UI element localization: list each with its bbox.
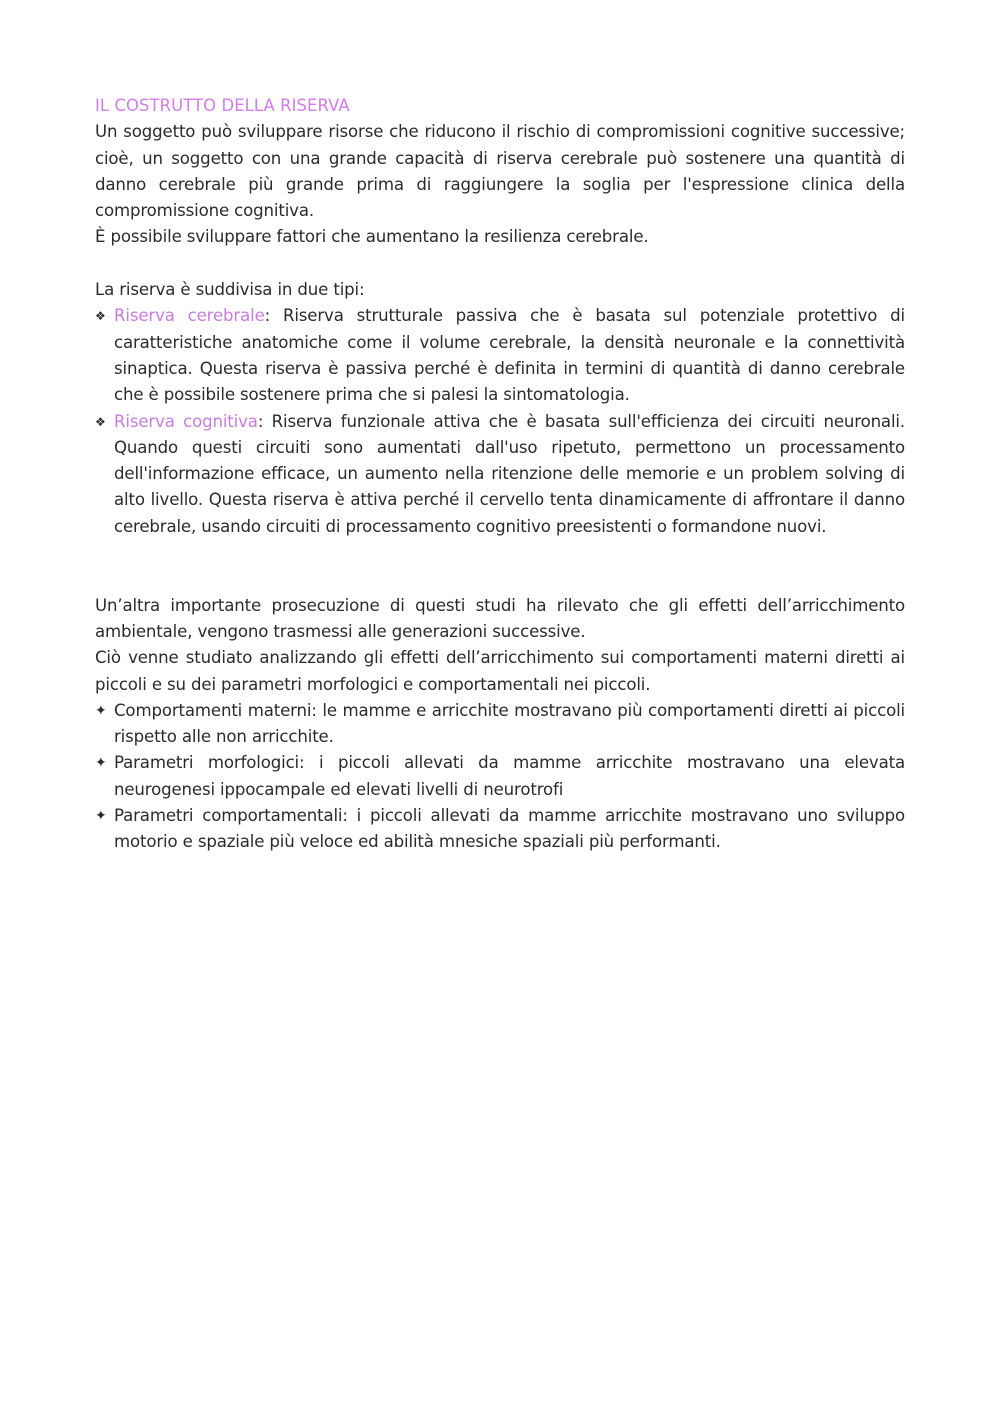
list-item-brain-reserve: [95, 303, 905, 408]
star-bullet-icon: ✦: [95, 755, 107, 772]
list-item-maternal-behaviour: [95, 698, 905, 751]
list-item-behavioural: [95, 803, 905, 856]
spacer: [95, 251, 905, 277]
paragraph-generations: Un’altra importante prosecuzione di questi studi ha rilevato che gli effetti dell’arricchimento ambientale, vengono trasmessi alle generazioni successive.: [95, 595, 905, 641]
effects-list: [95, 698, 905, 856]
star-bullet-icon: ✦: [95, 808, 107, 825]
paragraph-study-method: Ciò venne studiato analizzando gli effetti dell’arricchimento sui comportamenti materni diretti ai piccoli e su dei parametri morfologici e comportamentali nei piccoli.: [95, 648, 905, 694]
paragraph-resilience: È possibile sviluppare fattori che aumentano la resilienza cerebrale.: [95, 227, 649, 247]
effect-text: Parametri comportamentali: i piccoli allevati da mamme arricchite mostravano uno sviluppo motorio e spaziale più veloce ed abilità mnesiche spaziali più performanti.: [114, 806, 905, 852]
document-page: [95, 93, 905, 856]
list-item-cognitive-reserve: [95, 409, 905, 540]
reserve-types-list: [95, 303, 905, 540]
section-title: IL COSTRUTTO DELLA RISERVA: [95, 96, 350, 115]
diamond-bullet-icon: ❖: [95, 309, 106, 324]
effect-text: Parametri morfologici: i piccoli allevati da mamme arricchite mostravano una elevata neurogenesi ippocampale ed elevati livelli di neurotrofi: [114, 753, 905, 799]
spacer: [95, 540, 905, 593]
paragraph-types-intro: La riserva è suddivisa in due tipi:: [95, 280, 365, 300]
term-brain-reserve: Riserva cerebrale: [114, 306, 265, 326]
effect-text: Comportamenti materni: le mamme e arricchite mostravano più comportamenti diretti ai piccoli rispetto alle non arricchite.: [114, 700, 905, 747]
definition-brain-reserve: : Riserva strutturale passiva che è basata sul potenziale protettivo di caratteristiche anatomiche come il volume cerebrale, la densità neuronale e la connettività sinaptica. Questa riserva è passiva perché è definita in termini di quantità di danno cerebrale che è possibile sostenere prima che si palesi la sintomatologia.: [114, 306, 905, 405]
star-bullet-icon: ✦: [95, 702, 107, 719]
diamond-bullet-icon: ❖: [95, 414, 106, 429]
list-item-morphological: [95, 750, 905, 803]
term-cognitive-reserve: Riserva cognitiva: [114, 411, 258, 431]
paragraph-reserve-intro: Un soggetto può sviluppare risorse che riducono il rischio di compromissioni cognitive successive; cioè, un soggetto con una grande capacità di riserva cerebrale può sostenere una quantità di danno cerebrale più grande prima di raggiungere la soglia per l'espressione clinica della compromissione cognitiva.: [95, 122, 905, 221]
definition-cognitive-reserve: : Riserva funzionale attiva che è basata sull'efficienza dei circuiti neuronali. Quando questi circuiti sono aumentati dall'uso ripetuto, permettono un processamento dell'informazione efficace, un aumento nella ritenzione delle memorie e un problem solving di alto livello. Questa riserva è attiva perché il cervello tenta dinamicamente di affrontare il danno cerebrale, usando circuiti di processamento cognitivo preesistenti o formandone nuovi.: [114, 411, 905, 536]
